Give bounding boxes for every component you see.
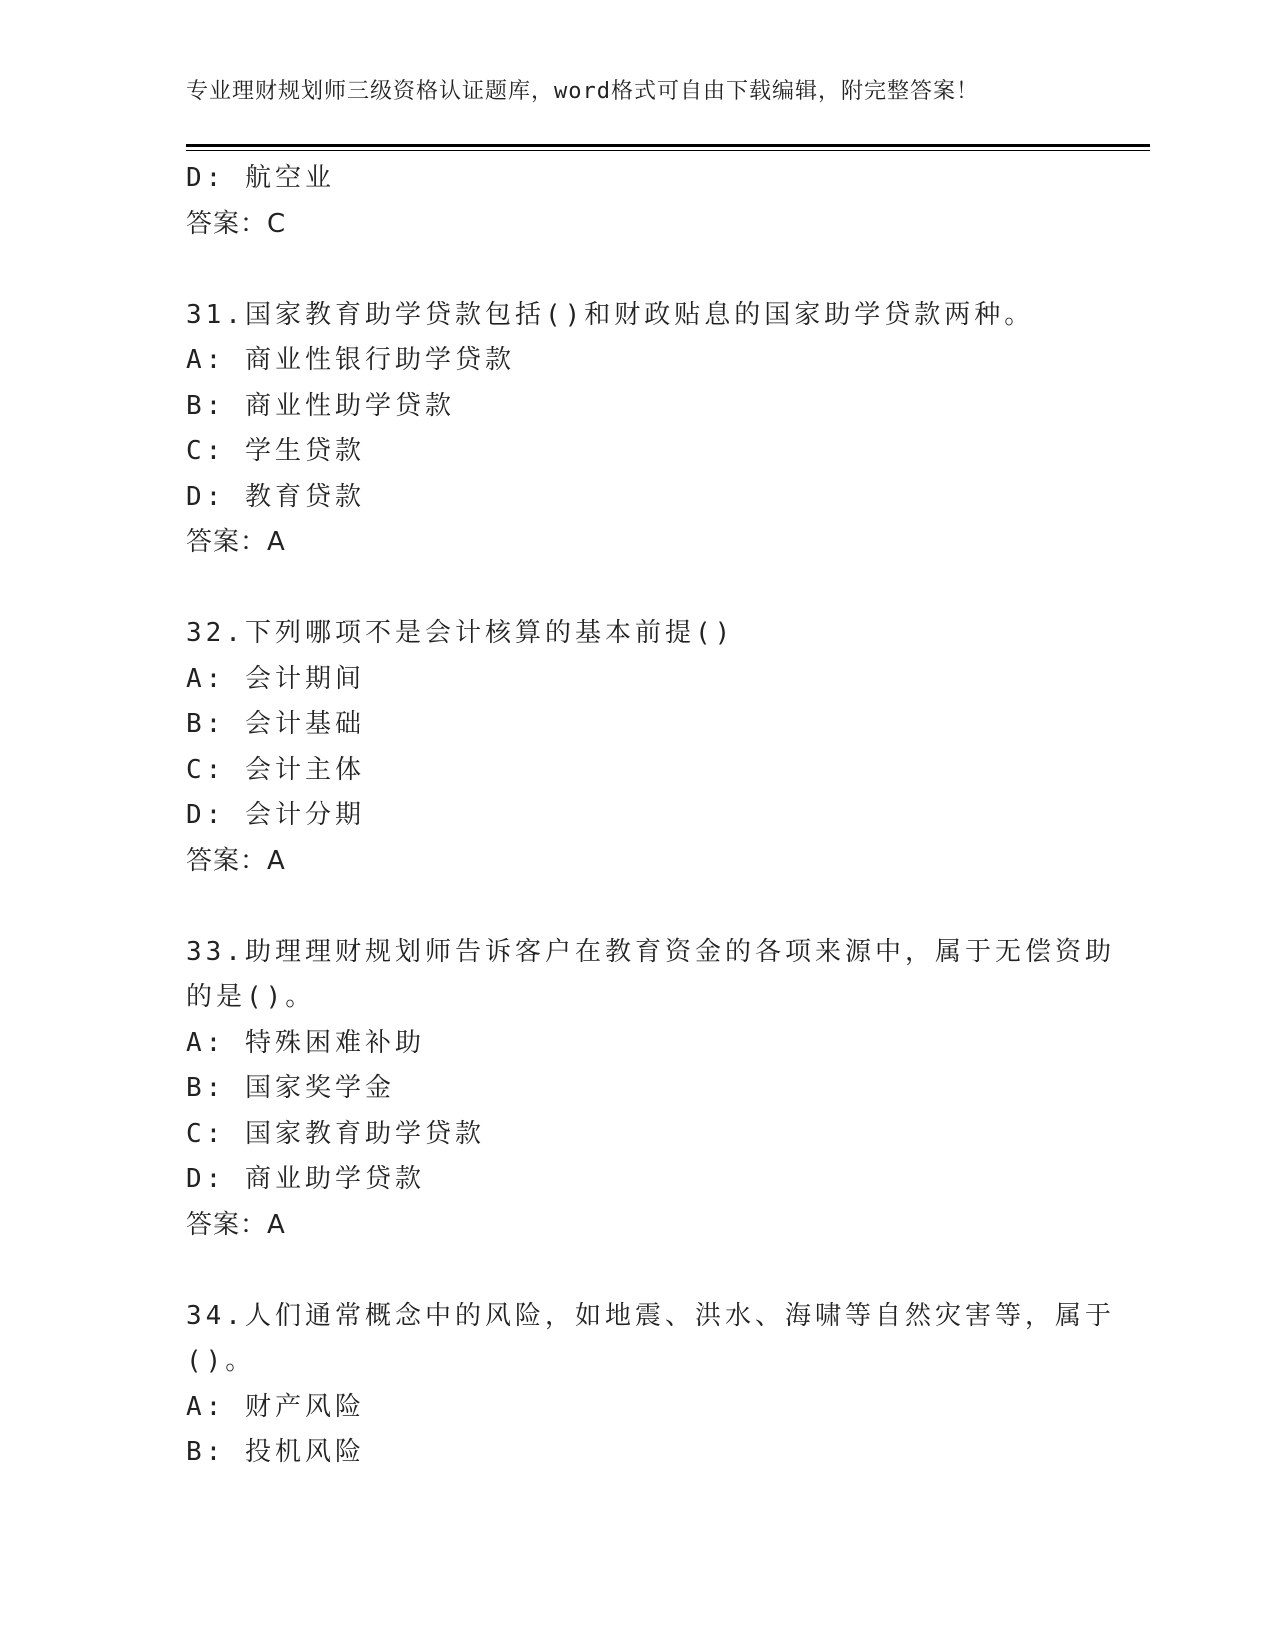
question-stem: 32.下列哪项不是会计核算的基本前提() <box>186 618 735 648</box>
option-c: C: 学生贷款 <box>186 436 365 466</box>
answer: 答案：A <box>186 527 286 557</box>
question-stem-continued: 的是()。 <box>186 982 316 1012</box>
option-a: A: 财产风险 <box>186 1391 365 1422</box>
answer: 答案：A <box>186 1209 286 1240</box>
option-d: D: 会计分期 <box>186 800 365 830</box>
option-b: B: 国家奖学金 <box>186 1073 395 1103</box>
question-list <box>186 156 1115 1476</box>
answer: 答案：A <box>186 845 286 876</box>
option-d: D: 商业助学贷款 <box>186 1164 425 1194</box>
page-header: 专业理财规划师三级资格认证题库，word格式可自由下载编辑，附完整答案！ <box>186 79 979 104</box>
option-b: B: 商业性助学贷款 <box>186 390 455 421</box>
question-31 <box>186 293 1086 566</box>
question-stem: 34.人们通常概念中的风险，如地震、洪水、海啸等自然灾害等，属于 <box>186 1300 1115 1331</box>
question-34 <box>186 1294 1115 1476</box>
carryover-answer: 答案：C <box>186 208 287 239</box>
option-b: B: 会计基础 <box>186 709 365 739</box>
option-c: C: 国家教育助学贷款 <box>186 1118 485 1149</box>
question-stem: 31.国家教育助学贷款包括()和财政贴息的国家助学贷款两种。 <box>186 299 1035 330</box>
spacer <box>186 884 1086 930</box>
spacer <box>186 1248 1086 1294</box>
question-32 <box>186 611 1086 884</box>
question-33 <box>186 930 1115 1249</box>
question-stem: 33.助理理财规划师告诉客户在教育资金的各项来源中，属于无偿资助 <box>186 936 1115 967</box>
carryover-option-d: D: 航空业 <box>186 163 335 193</box>
option-a: A: 会计期间 <box>186 663 365 694</box>
option-d: D: 教育贷款 <box>186 481 365 512</box>
option-a: A: 商业性银行助学贷款 <box>186 345 515 375</box>
question-stem-continued: ()。 <box>186 1346 256 1376</box>
header-rule-thick <box>186 144 1150 147</box>
header-rule-thin <box>186 150 1150 151</box>
spacer <box>186 247 1086 293</box>
option-a: A: 特殊困难补助 <box>186 1027 425 1058</box>
spacer <box>186 566 1086 612</box>
option-b: B: 投机风险 <box>186 1437 365 1467</box>
option-c: C: 会计主体 <box>186 754 365 785</box>
